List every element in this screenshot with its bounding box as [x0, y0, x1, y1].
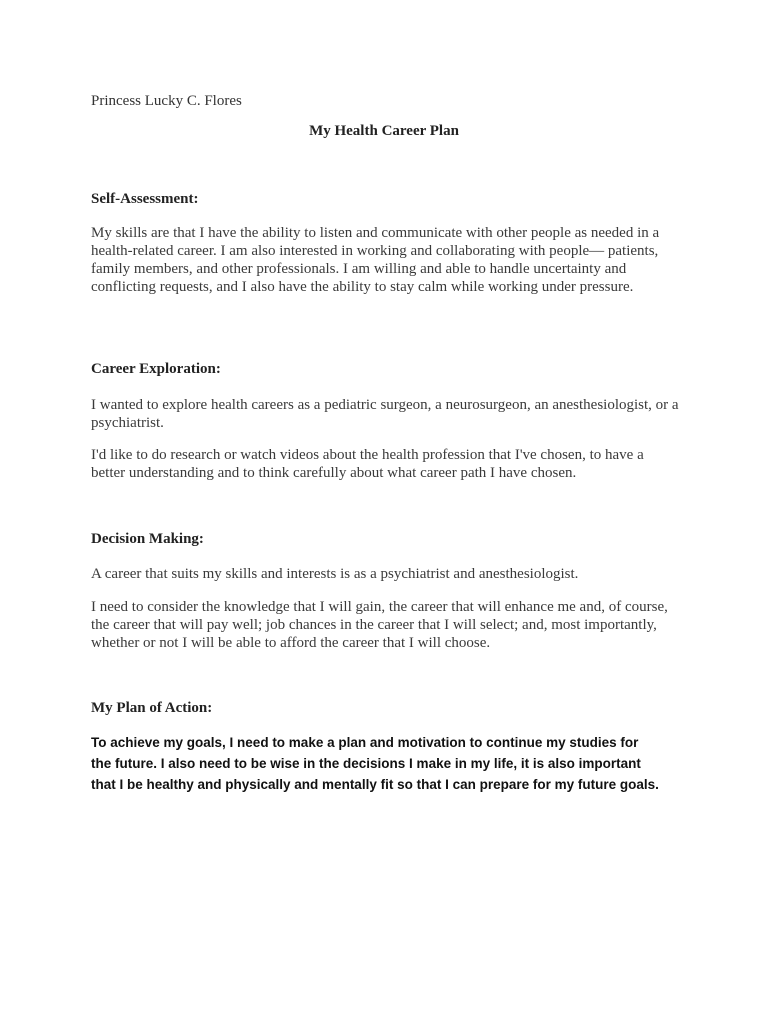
- section-heading-plan-of-action: My Plan of Action:: [91, 700, 213, 716]
- decision-making-paragraph-1: A career that suits my skills and interests is as a psychiatrist and anesthesiologist.: [91, 566, 579, 582]
- career-exploration-paragraph-1: I wanted to explore health careers as a pediatric surgeon, a neurosurgeon, an anesthesiologist, or a psychiatrist.: [91, 397, 679, 431]
- decision-making-paragraph-2: I need to consider the knowledge that I will gain, the career that will enhance me and, of course, the career that will pay well; job chances in the career that I will select; and, most importantly, whether or not I will be able to afford the career that I will choose.: [91, 599, 668, 651]
- plan-of-action-paragraph: To achieve my goals, I need to make a plan and motivation to continue my studies for the future. I also need to be wise in the decisions I make in my life, it is also important that I be healthy and physically and mentally fit so that I can prepare for my future goals.: [91, 735, 659, 792]
- career-exploration-paragraph-2: I'd like to do research or watch videos about the health profession that I've chosen, to have a better understanding and to think carefully about what career path I have chosen.: [91, 447, 644, 481]
- section-heading-self-assessment: Self-Assessment:: [91, 191, 199, 207]
- self-assessment-paragraph: My skills are that I have the ability to listen and communicate with other people as needed in a health-related career. I am also interested in working and collaborating with people— patients, family members, and other professionals. I am willing and able to handle uncertainty and conflicting requests, and I also have the ability to stay calm while working under pressure.: [91, 225, 660, 295]
- section-heading-decision-making: Decision Making:: [91, 531, 204, 547]
- author-name: Princess Lucky C. Flores: [91, 93, 242, 109]
- document-title: My Health Career Plan: [309, 123, 459, 139]
- section-heading-career-exploration: Career Exploration:: [91, 361, 221, 377]
